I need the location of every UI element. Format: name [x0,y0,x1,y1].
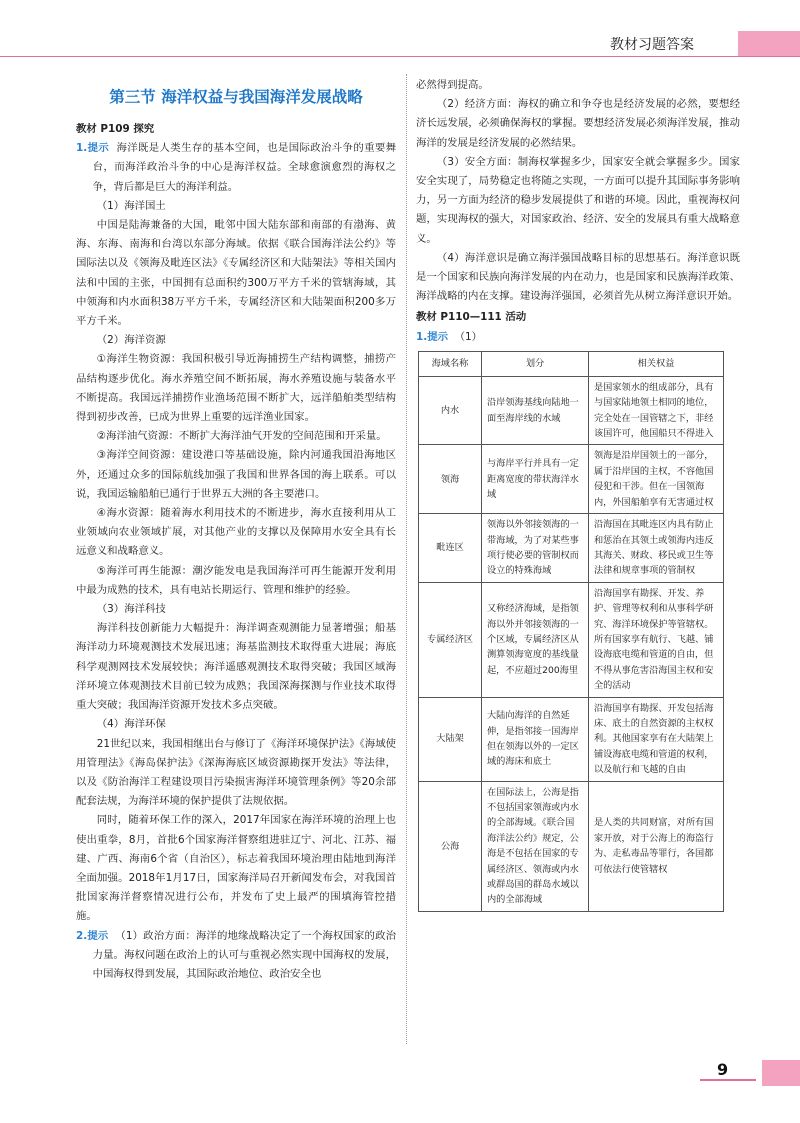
cell-rights: 是国家领水的组成部分，具有与国家陆地领土相同的地位，完全处在一国管辖之下，非经该国许可，他国船只不得进入 [589,376,724,445]
para-economy: （2）经济方面：海权的确立和争夺也是经济发展的必然，要想经济长远发展，必须确保海权的掌握。要想经济发展必须海洋发展，推动海洋的发展是经济发展的必然结果。 [416,98,740,149]
table-row [419,582,724,697]
para-resource-bio: ①海洋生物资源：我国积极引导近海捕捞生产结构调整，捕捞产品结构逐步优化。海水养殖空间不断拓展，海水养殖设施与装备水平不断提高。我国远洋捕捞作业渔场范围不断扩大，远洋船舶类型结构得到初步改善，已成为世界上重要的远洋渔业国家。 [76,353,396,424]
tip-2 [76,927,396,985]
tip-label: 提示 [87,142,110,155]
heading-territory: （1）海洋国土 [96,199,166,212]
header-tab [738,31,800,56]
header-rights: 相关权益 [589,351,724,376]
heading-tech: （3）海洋科技 [96,603,166,616]
table-row [419,445,724,514]
para-env-2: 同时，随着环保工作的深入，2017年国家在海洋环境的治理上也使出重拳，8月，首批6个国家海洋督察组进驻辽宁、河北、江苏、福建、广西、海南6个省（自治区），标志着我国环境治理由陆地到海洋全面加强。2018年1月17日，国家海洋局召开新闻发布会，对我国首批国家海洋督察情况进行公布，并发布了史上最严的围填海管控措施。 [76,814,396,923]
sea-rights-table [418,351,724,912]
tip-2-text: （1）政治方面：海洋的地缘战略决定了一个海权国家的政治力量。海权问题在政治上的认可与重视必然实现中国海权的发展，中国海权得到发展，其国际政治地位、政治安全也 [92,929,396,980]
cell-name: 内水 [419,376,482,445]
para-resource-water: ④海水资源：随着海水利用技术的不断进步，海水直接利用从工业领域向农业领域扩展，对其他产业的支撑以及保障用水安全具有长远意义和战略意义。 [76,507,396,558]
tip-3-part: （1） [454,330,482,343]
tip-1-intro: 1.提示 海洋既是人类生存的基本空间，也是国际政治斗争的重要舞台，而海洋政治斗争的中心是海洋权益。全球愈演愈烈的海权之争，背后都是巨大的海洋利益。 [76,142,397,193]
para-resource-oil: ②海洋油气资源：不断扩大海洋油气开发的空间范围和开采量。 [96,430,387,443]
para-continued: 必然得到提高。 [416,79,489,91]
left-column [76,76,396,984]
table-row [419,514,724,583]
table-row [419,781,724,911]
header-rule [0,56,800,57]
source-label-p110: 教材 P110—111 活动 [416,311,527,324]
cell-name: 大陆架 [419,697,482,781]
cell-name: 领海 [419,445,482,514]
cell-division: 领海以外邻接领海的一带海域，为了对某些事项行使必要的管制权而设立的特殊海域 [482,514,589,583]
intro-text: 海洋既是人类生存的基本空间，也是国际政治斗争的重要舞台，而海洋政治斗争的中心是海洋权益。全球愈演愈烈的海权之争，背后都是巨大的海洋利益。 [92,142,397,193]
tip-3-number: 1. [416,330,428,343]
header-title: 教材习题答案 [610,37,694,53]
cell-name: 公海 [419,781,482,911]
para-resource-energy: ⑤海洋可再生能源：潮汐能发电是我国海洋可再生能源开发利用中最为成熟的技术，具有电站长期运行、管理和维护的经验。 [76,564,396,596]
page-number: 9 [717,1060,729,1079]
para-tech: 海洋科技创新能力大幅提升：海洋调查观测能力显著增强；船基海洋动力环境观测技术发展迅速；海基监测技术取得重大进展；海底科学观测网技术发展较快；海洋遥感观测技术取得突破；我国区域海洋环境立体观测技术目前已较为成熟；我国深海探测与作业技术取得重大突破；我国海洋资源开发技术多点突破。 [76,622,396,712]
cell-division: 与海岸平行并具有一定距离宽度的带状海洋水域 [482,445,589,514]
cell-division: 在国际法上，公海是指不包括国家领海或内水的全部海域。《联合国海洋法公约》规定，公海是不包括在国家的专属经济区、领海或内水或群岛国的群岛水域以内的全部海域 [482,781,589,911]
column-divider [406,74,407,1044]
cell-rights: 沿海国在其毗连区内具有防止和惩治在其领土或领海内违反其海关、财政、移民或卫生等法律和规章事项的管制权 [589,514,724,583]
para-territory: 中国是陆海兼备的大国，毗邻中国大陆东部和南部的有渤海、黄海、东海、南海和台湾以东部分海域。依据《联合国海洋法公约》等国际法以及《领海及毗连区法》《专属经济区和大陆架法》等相关国内法和中国的主张，中国拥有总面积约300万平方千米的管辖海域，其中领海和内水面积38万平方千米，专属经济区和大陆架面积200多万平方千米。 [76,219,396,328]
cell-division: 大陆向海洋的自然延伸，是指邻接一国海岸但在领海以外的一定区域的海床和底土 [482,697,589,781]
cell-division: 又称经济海域，是指领海以外并邻接领海的一个区域，专属经济区从测算领海宽度的基线量起，不应超过200海里 [482,582,589,697]
cell-name: 专属经济区 [419,582,482,697]
cell-name: 毗连区 [419,514,482,583]
tip-3-label: 提示 [427,330,448,343]
right-column [416,76,740,912]
source-label-p109: 教材 P109 探究 [76,123,155,135]
para-security: （3）安全方面：制海权掌握多少，国家安全就会掌握多少。国家安全实现了，局势稳定也将随之实现，一方面可以提升其国际事务影响力，另一方面为经济的稳步发展提供了和谐的环境。因此，重视海权问题，实现海权的强大，对国家政治、经济、安全的发展具有重大战略意义。 [416,155,740,245]
section-title: 第三节 海洋权益与我国海洋发展战略 [109,88,363,106]
tip-3 [416,328,740,347]
heading-env: （4）海洋环保 [96,718,166,731]
header-name: 海域名称 [419,351,482,376]
cell-rights: 沿海国享有勘探、开发包括海床、底土的自然资源的主权权利。其他国家享有在大陆架上铺设海底电缆和管道的权利，以及航行和飞越的自由 [589,697,724,781]
table-header-row [419,351,724,376]
cell-rights: 沿海国享有勘探、开发、养护、管理等权利和从事科学研究、海洋环境保护等管辖权。所有国家享有航行、飞越、铺设海底电缆和管道的自由，但不得从事危害沿海国主权和安全的活动 [589,582,724,697]
cell-rights: 领海是沿岸国领土的一部分，属于沿岸国的主权，不容他国侵犯和干涉。但在一国领海内，外国船舶享有无害通过权 [589,445,724,514]
para-awareness: （4）海洋意识是确立海洋强国战略目标的思想基石。海洋意识既是一个国家和民族向海洋发展的内在动力，也是国家和民族海洋政策、海洋战略的内在支撑。建设海洋强国，必须首先从树立海洋意识开始。 [416,251,740,303]
page-number-rule [700,1079,756,1081]
cell-division: 沿岸领海基线向陆地一面至海岸线的水域 [482,376,589,445]
tip-2-number: 2. [76,929,88,942]
header-division: 划分 [482,351,589,376]
tip-2-label: 提示 [87,929,109,942]
table-row [419,376,724,445]
para-env-1: 21世纪以来，我国相继出台与修订了《海洋环境保护法》《海域使用管理法》《海岛保护法》《深海海底区域资源勘探开发法》等法律，以及《防治海洋工程建设项目污染损害海洋环境管理条例》等20余部配套法规，为海洋环境的保护提供了法规依据。 [76,737,396,808]
page-corner-band [762,1060,800,1086]
heading-resources: （2）海洋资源 [96,334,166,347]
cell-rights: 是人类的共同财富，对所有国家开放，对于公海上的海盗行为、走私毒品等罪行，各国都可依法行使管辖权 [589,781,724,911]
para-resource-space: ③海洋空间资源：建设港口等基础设施，除内河通我国沿海地区外，还通过众多的国际航线加强了我国和世界各国的海上联系。可以说，我国运输船舶已通行于世界五大洲的各主要港口。 [76,449,396,500]
table-row [419,697,724,781]
